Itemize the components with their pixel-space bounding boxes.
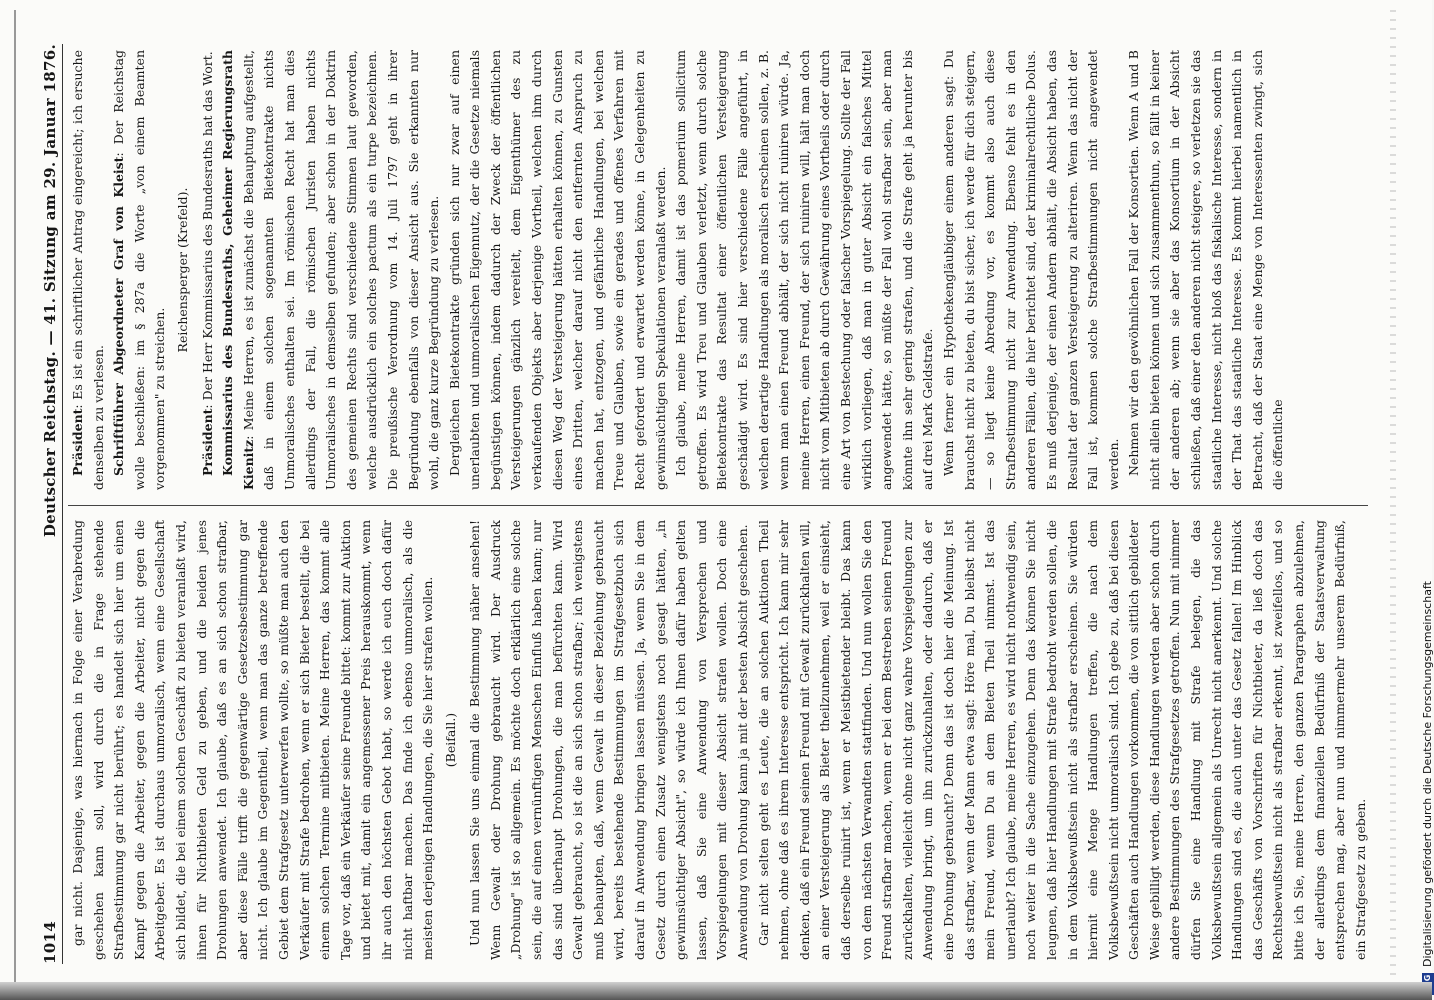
credit-text: Digitalisierung gefördert durch die Deutsche Forschungsgemeinschaft (1421, 581, 1434, 967)
running-header (38, 44, 63, 964)
right-paragraph: Präsident: Der Herr Kommissarius des Bundesraths hat das Wort. (199, 51, 215, 476)
right-paragraph: Präsident: Es ist ein schriftlicher Antrag eingereicht; ich ersuche denselben zu verlesen. (70, 50, 106, 490)
speaker-name: Präsident (70, 408, 85, 476)
speaker-name: Kommissarius des Bundesraths, Geheimer Regierungsrath Kienitz (220, 50, 256, 490)
right-paragraph: Ich glaube, meine Herren, damit ist das pomerium sollicitum getroffen. Es wird Treu und Glauben verletzt, wenn durch solche Bietekontrakte das Resultat einer öffentlichen Versteigerung geschädigt wird. Es sind hier verschiedene Fälle angeführt, in welchen derartige Handlungen als moralisch erscheinen sollen, z. B. wenn man einen Freund abhält, der sich nicht ruiniren würde. Ja, meine Herren, einen Freund, der sich ruiniren will, hält man doch nicht vom Mitbieten ab durch Gewährung eines Vortheils oder durch eine Art von Bestechung oder falscher Vorspiegelung. Sollte der Fall wirklich vorliegen, daß man in guter Absicht ein falsches Mittel angewendet hätte, so müßte der Fall wohl strafbar sein, aber man könnte ihn sehr gering strafen, und die Strafe geht ja herunter bis auf drei Mark Geldstrafe. (673, 50, 936, 490)
right-column (68, 50, 1378, 490)
left-paragraph: gar nicht. Dasjenige, was hiernach in Folge einer Verabredung geschehen kann soll, wird durch die in Frage stehende Strafbestimmung gar nicht berührt; es handelt sich hier um einen Kampf gegen die Arbeiter, gegen die Arbeiter, nicht gegen die Arbeitgeber. Es ist durchaus unmoralisch, wenn eine Gesellschaft sich bildet, die bei einem solchen Geschäft zu bieten veranlaßt wird, ihnen für Nichtbieten Geld zu geben, und die beiden jenes Drohungen anwendet. Ich glaube, daß es an sich schon strafbar, aber diese Fälle trifft die gegenwärtige Gesetzesbestimmung gar nicht. Ich glaube im Gegentheil, wenn man das ganze betreffende Gebiet dem Strafgesetz unterwerfen wollte, so müßte man auch den Verkäufer mit Strafe bedrohen, wenn er sich Bieter bestellt, die bei einem solchen Termine mitbieten. Meine Herren, das kommt alle Tage vor, daß ein Verkäufer seine Freunde bittet: kommt zur Auktion und bietet mit, damit ein angemessener Preis herauskommt, wenn ihr auch den höchsten Gebot habt, so werde ich euch doch dafür nicht haftbar machen. Das finde ich ebenso unmoralisch, als die meisten derjenigen Handlungen, die Sie hier strafen wollen. (70, 520, 436, 960)
session-title: Deutscher Reichstag. — 41. Sitzung am 29. Januar 1876. (41, 44, 59, 538)
motion-signatory: Reichensperger (Krefeld). (174, 187, 190, 353)
quoted-ordinance: Dergleichen Bietekontrakte gründen sich nur zwar auf einen unerlaubten und unmoralischen Eigennutz, der die Gesetze niemals begünstigen können, indem dadurch der Zweck der öffentlichen Versteigerungen gänzlich vereitelt, dem Eigenthümer des zu verkaufenden Objekts aber derjenige Vortheil, welchen ihm durch diesen Weg der Versteigerung hätten erhalten können, zu Gunsten eines Dritten, welcher darauf nicht den entfernten Anspruch zu machen hat, entzogen, und gefährliche Handlungen, bei welchen Treue und Glauben, sowie ein gerades und offenes Verfahren mit Recht gefordert und erwartet werden könne, in Gelegenheiten zu gewinnsüchtigen Spekulationen veranlaßt werden. (446, 50, 668, 490)
right-paragraph: Wenn ferner ein Hypothekengläubiger einem anderen sagt: Du brauchst nicht zu bieten, du bist sicher, ich werde für dich steigern, — so liegt keine Abredung vor, es kommt also auch diese Strafbestimmung nicht zur Anwendung. Ebenso fehlt es in den anderen Fällen, die hier berichtet sind, der kriminalrechtliche Dolus. Es muß derjenige, der einen Andern abhält, die Absicht haben, das Resultat der ganzen Versteigerung zu alteriren. Wenn das nicht der Fall ist, kommen solche Strafbestimmungen nicht angewendet werden. (940, 50, 1121, 490)
right-paragraph: Schriftführer Abgeordneter Graf von Kleist: Der Reichstag wolle beschließen: im § 287a die Worte „von einem Beamten vorgenommen" zu streichen. (111, 49, 168, 490)
right-paragraph: Nehmen wir den gewöhnlichen Fall der Konsortien. Wenn A und B nicht allein bieten können und sich zusammenthun, so fällt in keiner der anderen ab; wenn sie aber das Konsortium in der Absicht schließen, daß einer den anderen nicht steigere, so verletzen sie das staatliche Interesse, nicht bloß das fiskalische Interesse, sondern in der That das staatliche Interesse. Es kommt hierbei namentlich in Betracht, daß der Staat eine Menge von Interessenten zwingt, sich die öffentliche (1126, 50, 1286, 490)
left-paragraph: Gar nicht selten geht es Leute, die an solchen Auktionen Theil nehmen, ohne daß es ihrem Interesse entspricht. Ich kann mir sehr denken, daß ein Freund seinen Freund mit Gewalt zurückhalten will, an einer Versteigerung als Bieter theilzunehmen, weil er einsieht, daß derselbe ruinirt ist, wenn er Meistbietender bleibt. Das kann von dem nächsten Verwandten stattfinden. Und nun wollen Sie den Freund strafbar machen, wenn er bei dem Bestreben seinen Freund zurückhalten, vielleicht ohne nicht ganz wahre Vorspiegelungen zur Anwendung bringt, um ihn zurückzuhalten, oder dadurch, daß er eine Drohung gebraucht? Denn das ist doch hier die Meinung. Ist das strafbar, wenn der Mann etwa sagt: Höre mal, Du bleibst nicht mein Freund, wenn Du an dem Bieten Theil nimmst. Ist das unerlaubt? Ich glaube, meine Herren, es wird nicht nothwendig sein, noch weiter in die Sache einzugehen. Denn das können Sie nicht leugnen, daß hier Handlungen mit Strafe bedroht werden sollen, die in dem Volksbewußtsein nicht als strafbar erscheinen. Sie würden hiermit eine Menge Handlungen treffen, die nach dem Volksbewußtsein nicht unmoralisch sind. Ich gebe zu, daß bei diesen Geschäften auch Handlungen vorkommen, die von sittlich gebildeter Weise gebilligt werden, diese Handlungen werden aber schon durch andere Bestimmungen des Strafgesetzes getroffen. Nun mit nimmer dürfen Sie eine Handlung mit Strafe belegen, die das Volksbewußtsein allgemein als Unrecht nicht anerkennt. Und solche Handlungen sind es, die auch unter das Gesetz fallen! Im Hinblick das Geschäfts von Vorschriften für Nichtbieter, da ließ doch das Rechtsbewußtsein nicht als strafbar erkennt, ist zweifellos, und so bitte ich Sie, meine Herren, den ganzen Paragraphen abzulehnen, der allerdings dem finanziellen Bedürfniß der Staatsverwaltung entsprechen mag, aber nun und nimmermehr unserem Bedürfniß, ein Strafgesetz zu geben. (755, 520, 1368, 960)
scan-bottom-edge (0, 982, 1432, 1000)
right-paragraph: Kommissarius des Bundesraths, Geheimer Regierungsrath Kienitz: Meine Herren, es ist zunächst die Behauptung aufgestellt, daß in einem solchen sogenannten Bietekontrakte nichts Unmoralisches enthalten sei. Im römischen Recht hat man dies allerdings der Fall, die römischen Juristen haben nichts Unmoralisches in demselben gefunden; aber schon in der Doktrin des gemeinen Rechts sind verschiedene Stimmen laut geworden, welche ausdrücklich ein solches pactum als ein turpe bezeichnen. Die preußische Verordnung vom 14. Juli 1797 geht in ihrer Begründung ebenfalls von dieser Ansicht aus. Sie erkannten nur wohl, die ganz kurze Begründung zu verlesen. (220, 50, 442, 490)
speaker-name: Präsident (199, 408, 215, 476)
left-paragraph: Und nun lassen Sie uns einmal die Bestimmung näher ansehen! Wenn Gewalt oder Drohung gebraucht wird. Der Ausdruck „Drohung" ist so allgemein. Es möchte doch erklärlich eine solche sein, die auf einen vernünftigen Menschen Einfluß haben kann; nur das sind überhaupt Drohungen, die man befürchten kann. Wird Gewalt gebraucht, so ist die an sich schon strafbar; ich wenigstens muß behaupten, daß, wenn Gewalt in dieser Beziehung gebraucht wird, bereits bestehende Bestimmungen im Strafgesetzbuch sich darauf in Anwendung bringen lassen müssen. Ja, wenn Sie in dem Gesetz durch einen Zusatz wenigstens noch gesagt hätten, „in gewinnsüchtiger Absicht", so würde ich Ihnen dafür haben gelten lassen, daß Sie eine Anwendung von Versprechen und Vorspiegelungen mit dieser Absicht strafen wollen. Doch eine Anwendung von Drohung kann ja mit der besten Absicht geschehen. (467, 520, 750, 960)
speaker-name: Schriftführer Abgeordneter Graf von Kleist (111, 156, 127, 476)
scan-edge-noise (1390, 10, 1396, 980)
digitization-credit (1421, 581, 1434, 995)
column-divider (68, 505, 1368, 506)
left-column (68, 520, 1378, 960)
page-number: 1014 (41, 921, 59, 964)
rotated-page-content (38, 44, 1383, 964)
applause-note: (Beifall.) (442, 712, 458, 768)
